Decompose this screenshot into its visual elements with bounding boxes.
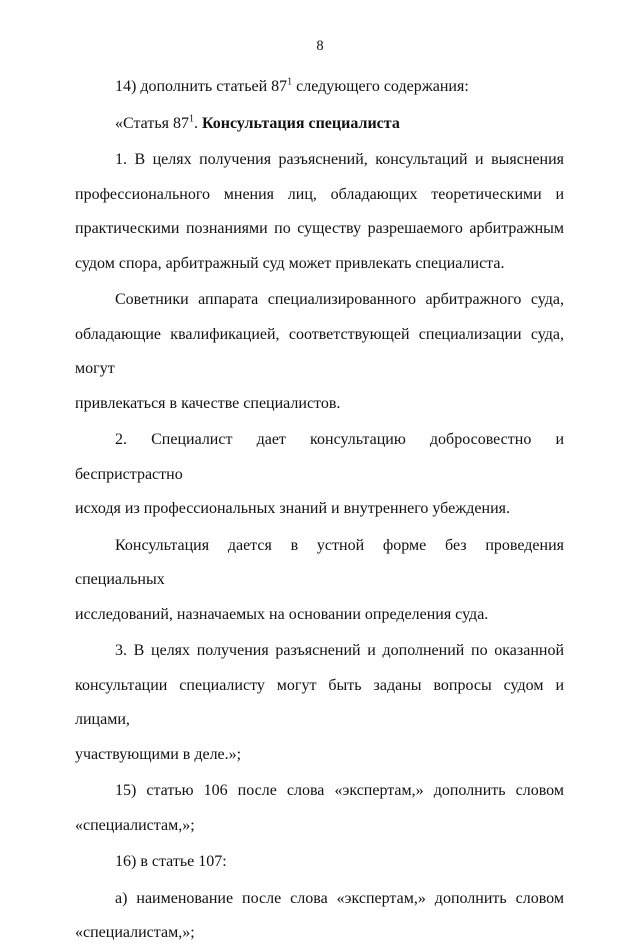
item-14-superscript: 1 bbox=[287, 76, 293, 88]
article-paragraph bbox=[75, 283, 564, 421]
paragraph-line: «специалистам,»; bbox=[75, 924, 195, 941]
paragraph-line: судом спора, арбитражный суд может привлекать специалиста. bbox=[75, 254, 505, 272]
paragraph-line: практическими познаниями по существу разрешаемого арбитражным bbox=[75, 220, 564, 237]
article-paragraph bbox=[75, 423, 564, 527]
page-number: 8 bbox=[316, 38, 324, 54]
paragraph-line: обладающие квалификацией, соответствующей специализации суда, могут bbox=[75, 325, 564, 377]
paragraph-line: а) наименование после слова «экспертам,» дополнить словом bbox=[115, 889, 564, 907]
article-paragraph bbox=[75, 634, 564, 772]
amendment-paragraph bbox=[75, 882, 564, 951]
item-14-tail: следующего содержания: bbox=[292, 78, 469, 95]
article-heading-dot: . bbox=[193, 114, 202, 132]
paragraph-line: Консультация дается в устной форме без проведения специальных bbox=[75, 536, 564, 588]
article-heading-superscript: 1 bbox=[188, 113, 194, 125]
article-heading bbox=[75, 107, 564, 142]
document-body bbox=[75, 70, 564, 951]
paragraph-line: 15) статью 106 после слова «экспертам,» дополнить словом bbox=[115, 782, 564, 799]
item-14-text: 14) дополнить статьей 87 bbox=[115, 78, 288, 95]
article-heading-prefix: «Статья 87 bbox=[115, 114, 189, 132]
paragraph-line: 16) в статье 107: bbox=[115, 853, 227, 870]
paragraph-line: исследований, назначаемых на основании определения суда. bbox=[75, 605, 489, 623]
paragraph-line: Советники аппарата специализированного арбитражного суда, bbox=[115, 291, 564, 308]
article-paragraph bbox=[75, 143, 564, 281]
paragraph-line: 1. В целях получения разъяснений, консультаций и выяснения bbox=[115, 151, 564, 168]
item-14-paragraph bbox=[75, 70, 564, 105]
article-paragraph bbox=[75, 529, 564, 633]
article-heading-title: Консультация специалиста bbox=[201, 114, 400, 132]
paragraph-line: привлекаться в качестве специалистов. bbox=[75, 394, 341, 412]
paragraph-line: участвующими в деле.»; bbox=[75, 745, 242, 763]
paragraph-line: консультации специалисту могут быть заданы вопросы судом и лицами, bbox=[75, 676, 564, 728]
paragraph-line: 3. В целях получения разъяснений и дополнений по оказанной bbox=[115, 642, 564, 659]
paragraph-line: профессионального мнения лиц, обладающих теоретическими и bbox=[75, 185, 564, 203]
amendment-paragraph bbox=[75, 774, 564, 843]
amendment-paragraph bbox=[75, 845, 564, 880]
paragraph-line: исходя из профессиональных знаний и внутреннего убеждения. bbox=[75, 500, 510, 517]
paragraph-line: 2. Специалист дает консультацию добросовестно и беспристрастно bbox=[75, 431, 564, 483]
paragraph-line: «специалистам,»; bbox=[75, 816, 195, 834]
